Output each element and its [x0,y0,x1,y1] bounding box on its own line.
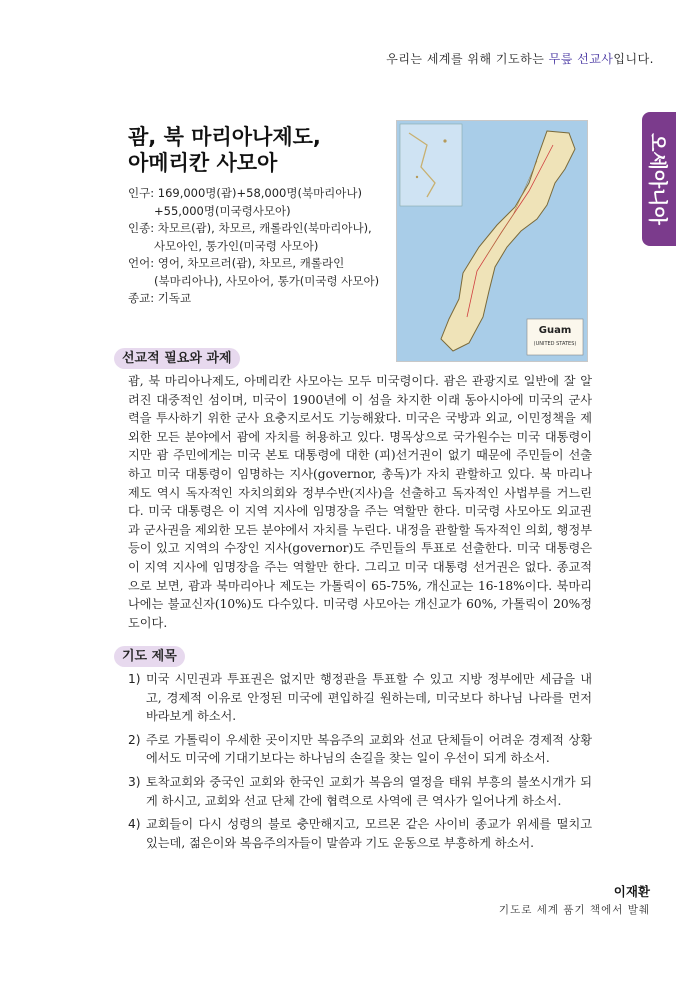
region-label: 오세아니아 [646,133,669,225]
prayer-text-2: 주로 가톨릭이 우세한 곳이지만 복음주의 교회와 선교 단체들이 어려운 경제적 상황에서도 미국에 기대기보다는 하나님의 손길을 찾는 일이 우선이 되게 하소서. [146,732,592,766]
title-line-2: 아메리칸 사모아 [128,151,278,175]
info-population-1: 인구: 169,000명(괌)+58,000명(북마리아나) [128,186,362,200]
info-ethnic-2: 사모아인, 통가인(미국령 사모아) [154,238,319,253]
map-label: Guam [538,325,572,336]
info-ethnic-1: 인종: 차모르(괌), 차모르, 캐롤라인(북마리아나), [128,221,372,235]
prayer-num-2: 2) [128,732,141,747]
prayer-num-3: 3) [128,774,141,789]
title-line-1: 괌, 북 마리아나제도, [128,125,321,149]
map-sublabel: (UNITED STATES) [533,341,577,347]
slogan-post: 입니다. [613,52,654,66]
prayer-list [128,670,592,857]
prayer-item-1 [128,670,592,726]
author-name: 이재환 [613,884,650,899]
slogan-pre: 우리는 세계를 위해 기도하는 [386,52,549,66]
source-note: 기도로 세계 품기 책에서 발췌 [498,904,650,916]
info-language-1: 언어: 영어, 차모르러(괌), 차모르, 캐롤라인 [128,256,345,270]
info-religion: 종교: 기독교 [128,291,192,305]
missions-paragraph: 괌, 북 마리아나제도, 아메리칸 사모아는 모두 미국령이다. 괌은 관광지로 일반에 잘 알려진 대중적인 섬이며, 미국이 1900년에 이 섬을 차지한 이래 동아시아에 미국의 군사력을 투사하기 위한 군사 요충지로서도 기능해왔다. 미국은 국방과 외교, 이민정책을 제외한 모든 분야에서 괌에 자치를 허용하고 있다. 명목상으로 국가원수는 미국 대통령이지만 괌 주민에게는 미국 본토 대통령에 대한 (피)선거권이 없기 때문에 주민들이 선출하고 미국 대통령이 임명하는 지사(governor, 총독)가 자치 관할하고 있다. 북 마리나 제도 역시 독자적인 자치의회와 정부수반(지사)을 선출하고 독자적인 사법부를 거느린다. 미국 대통령은 이 지역 지사에 임명장을 주는 역할만 한다. 미국령 사모아도 외교권과 군사권을 제외한 모든 분야에서 자치를 누린다. 내정을 관할할 독자적인 의회, 행정부 등이 있고 지역의 수장인 지사(governor)도 주민들의 투표로 선출한다. 미국 대통령은 이 지역 지사에 임명장을 주는 역할만 한다. 그리고 미국 대통령 선거권은 없다. 종교적으로 보면, 괌과 북마리아나 제도는 가톨릭이 65-75%, 개신교는 16-18%이다. 북마리나에는 불교신자(10%)도 다수있다. 미국령 사모아는 개신교가 60%, 가톨릭이 20%정도이다. [128,374,592,630]
prayer-text-4: 교회들이 다시 성령의 불로 충만해지고, 모르몬 같은 사이비 종교가 위세를 떨치고 있는데, 젊은이와 복음주의자들이 말씀과 기도 운동으로 부흥하게 하소서. [146,817,592,850]
prayer-num-4: 4) [128,817,141,832]
page-title [128,124,321,176]
prayer-num-1: 1) [128,672,141,686]
prayer-item-3 [128,773,592,810]
info-language-2: (북마리아나), 사모아어, 통가(미국령 사모아) [154,273,380,288]
section-heading-prayer: 기도 제목 [114,646,185,667]
info-population-2: +55,000명(미국령사모아) [154,203,291,218]
region-side-tab [642,112,676,246]
header-slogan [386,50,654,67]
missions-body [128,372,592,632]
country-info [128,185,379,308]
prayer-item-4 [128,815,592,852]
guam-map [396,120,588,362]
prayer-text-3: 토착교회와 중국인 교회와 한국인 교회가 복음의 열정을 태워 부흥의 불쏘시개가 되게 하시고, 교회와 선교 단체 간에 협력으로 사역에 큰 역사가 일어나게 하소서. [146,774,592,808]
section-heading-missions: 선교적 필요와 과제 [114,348,240,369]
prayer-item-2 [128,731,592,768]
slogan-highlight: 무릎 선교사 [548,52,614,66]
prayer-text-1: 미국 시민권과 투표권은 없지만 행정관을 투표할 수 있고 지방 정부에만 세금을 내고, 경제적 이유로 안정된 미국에 편입하길 원하는데, 미국보다 하나님 나라를 먼저 바라보게 하소서. [146,672,592,724]
